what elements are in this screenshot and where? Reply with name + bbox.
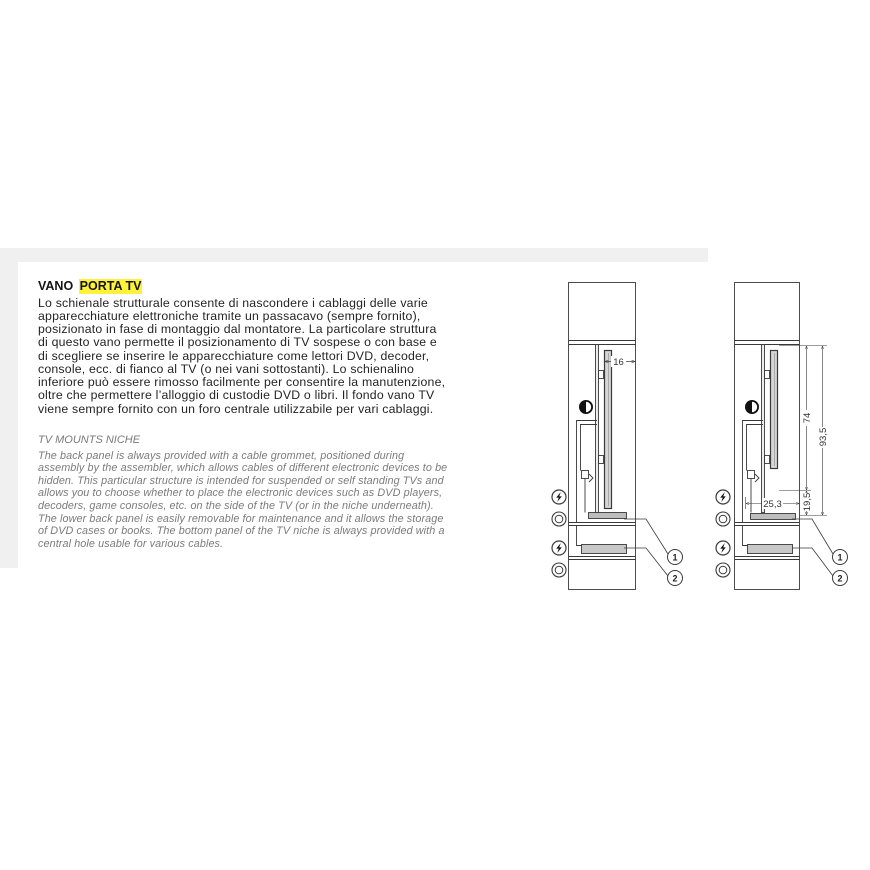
- description-italian-line: posizionato in fase di montaggio dal montatore. La particolare struttura: [38, 322, 437, 336]
- socket-icon: [552, 563, 566, 577]
- socket-icon: [716, 563, 730, 577]
- wall-socket: [748, 471, 755, 479]
- structural-back-panel: [762, 345, 765, 513]
- power-icon: [716, 541, 730, 555]
- description-italian-line: apparecchiature elettroniche tramite un passacavo (sempre fornito),: [38, 308, 421, 323]
- description-english-line: The lower back panel is easily removable for maintenance and it allows the storage: [38, 512, 444, 525]
- cable-channel: [747, 425, 764, 471]
- callout-leader: [624, 548, 668, 576]
- cabinet-outline: [569, 283, 636, 590]
- socket-arrow: [589, 474, 593, 482]
- dvd-device: [582, 545, 627, 554]
- socket-arrow: [755, 474, 759, 482]
- description-italian: [38, 297, 445, 416]
- dvd-device: [748, 545, 793, 554]
- lower-cable: [577, 526, 582, 546]
- cable-grommet-icon: [745, 400, 759, 414]
- tv-base: [589, 513, 627, 519]
- wall-socket: [582, 471, 589, 479]
- callout-leader: [792, 548, 833, 576]
- wall-bracket: [599, 456, 604, 464]
- callout-number: 1: [837, 552, 843, 563]
- description-italian-line: console, ecc. di fianco al TV (o nei vani sottostanti). Lo schienalino: [38, 361, 415, 376]
- wall-bracket: [765, 371, 770, 379]
- section-title: [38, 279, 142, 294]
- wall-bracket: [765, 456, 770, 464]
- description-english-line: decoders, game consoles, etc. on the side of the TV (or in the niche underneath).: [38, 499, 434, 512]
- power-icon: [552, 490, 566, 504]
- description-italian-line: di questo vano permette il posizionamento di TV sospese o con base e: [38, 335, 437, 350]
- wall-bracket: [599, 371, 604, 379]
- socket-icon: [552, 512, 566, 526]
- socket-icon: [716, 512, 730, 526]
- callout-leader: [624, 519, 668, 554]
- cable-channel: [581, 425, 598, 471]
- tv-screen: [605, 351, 612, 509]
- power-icon: [716, 490, 730, 504]
- callout-number: 2: [672, 573, 678, 584]
- description-english-line: of DVD cases or books. The bottom panel of the TV niche is always provided with a: [38, 525, 445, 538]
- description-english-line: allows you to choose whether to place the electronic devices such as DVD players,: [38, 487, 443, 500]
- cabinet-outline: [735, 283, 800, 590]
- power-icon: [552, 541, 566, 555]
- section-title-prefix: VANO: [38, 279, 74, 293]
- offset-label: 16: [613, 357, 624, 368]
- section-title-highlight: PORTA TV: [79, 279, 142, 293]
- depth-label: 25,3: [763, 499, 782, 510]
- upper-height-label: 74: [802, 412, 813, 424]
- description-english-line: hidden. This particular structure is intended for suspended or self standing TVs and: [38, 474, 444, 487]
- callout-number: 1: [672, 552, 678, 563]
- description-italian-line: viene sempre fornito con un foro centrale utilizzabile per vari cablaggi.: [38, 401, 434, 416]
- lower-height-label: 19,5: [802, 492, 813, 512]
- tv-screen: [771, 351, 778, 469]
- structural-back-panel: [596, 345, 599, 513]
- description-english-line: assembly by the assembler, which allows cables of different electronic devices to be: [38, 462, 448, 475]
- description-english: [38, 450, 447, 551]
- diagram-tv-on-base: [545, 275, 695, 595]
- diagram-tv-suspended: [710, 275, 860, 595]
- total-height-label: 93,5: [818, 427, 829, 447]
- callout-number: 2: [837, 573, 843, 584]
- cable-grommet-icon: [579, 400, 593, 414]
- description-english-line: The back panel is always provided with a cable grommet, positioned during: [38, 449, 405, 462]
- lower-cable: [743, 526, 748, 546]
- description-english-line: central hole usable for various cables.: [38, 537, 224, 550]
- cable-channel: [577, 421, 598, 523]
- niche-bottom-panel: [751, 514, 796, 520]
- description-italian-line: di scegliere se inserire le apparecchiature come lettori DVD, decoder,: [38, 348, 430, 363]
- description-italian-line: Lo schienale strutturale consente di nascondere i cablaggi delle varie: [38, 295, 428, 310]
- subtitle-english: TV MOUNTS NICHE: [38, 434, 141, 446]
- description-italian-line: oltre che permettere l’alloggio di custodie DVD o libri. Il fondo vano TV: [38, 388, 435, 403]
- description-italian-line: inferiore può essere rimosso facilmente per consentire la manutenzione,: [38, 375, 446, 389]
- height-dimensions: [746, 346, 828, 516]
